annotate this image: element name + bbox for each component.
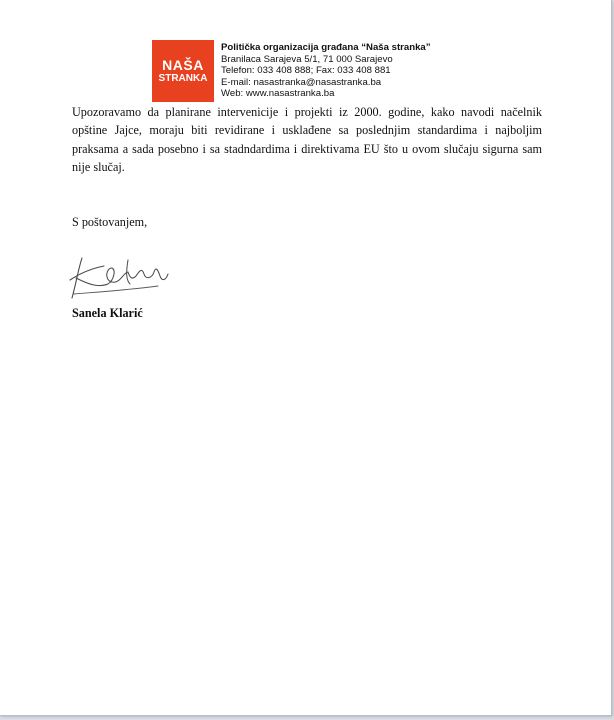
logo-text-nasa: NAŠA: [162, 57, 204, 73]
logo-text-stranka: STRANKA: [158, 73, 208, 84]
letterhead-contact: [221, 42, 431, 100]
letter-paragraph: Upozoravamo da planirane intervenicije i projekti iz 2000. godine, kako navodi načelnik opštine Jajce, moraju biti revidirane i usklađene sa poslednjim standardima i najboljim praksama a sada posebno i sa stadndardima i direktivama EU što u ovom slučaju sigurna sam nije slučaj.: [72, 105, 542, 175]
letter-greeting: S poštovanjem,: [72, 215, 148, 229]
signer-name: Sanela Klarić: [72, 306, 143, 320]
party-logo: [152, 40, 214, 102]
org-phone: Telefon: 033 408 888; Fax: 033 408 881: [221, 65, 391, 77]
org-web: Web: www.nasastranka.ba: [221, 88, 335, 100]
org-address: Branilaca Sarajeva 5/1, 71 000 Sarajevo: [221, 53, 393, 65]
org-email: E-mail: nasastranka@nasastranka.ba: [221, 76, 382, 88]
handwritten-signature: [68, 250, 172, 302]
org-name: Politička organizacija građana “Naša stranka”: [221, 42, 431, 53]
